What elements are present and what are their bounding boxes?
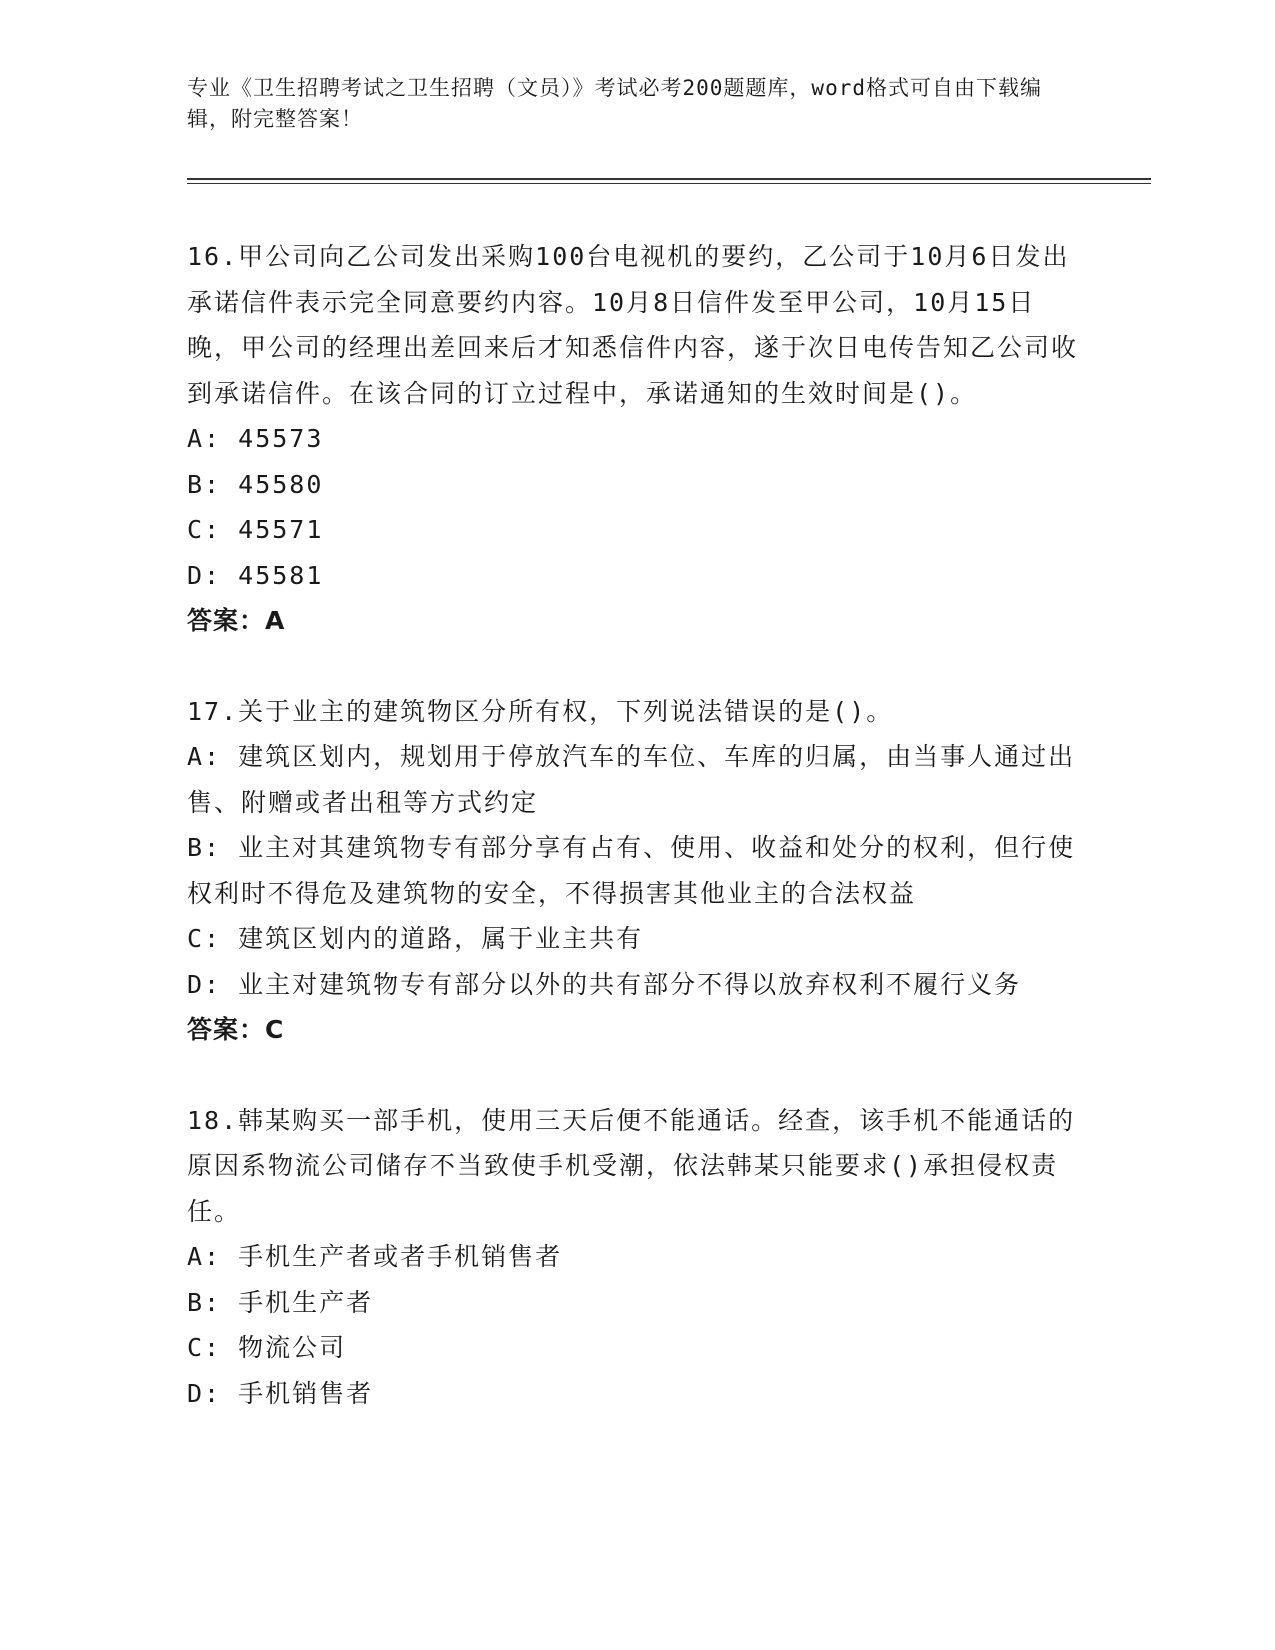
- option-c: C: 建筑区划内的道路，属于业主共有: [187, 924, 644, 953]
- question-stem: 16.甲公司向乙公司发出采购100台电视机的要约，乙公司于10月6日发出承诺信件表示完全同意要约内容。10月8日信件发至甲公司，10月15日晚，甲公司的经理出差回来后才知悉信件内容，遂于次日电传告知乙公司收到承诺信件。在该合同的订立过程中，承诺通知的生效时间是()。: [187, 242, 1079, 408]
- option-b: B: 手机生产者: [187, 1287, 374, 1317]
- question-18: [187, 1098, 1087, 1417]
- option-b: B: 业主对其建筑物专有部分享有占有、使用、收益和处分的权利，但行使权利时不得危及建筑物的安全，不得损害其他业主的合法权益: [187, 833, 1076, 908]
- question-16: [187, 234, 1087, 644]
- question-list: [187, 234, 1087, 1461]
- header-divider-thin: [187, 183, 1151, 184]
- option-d: D: 手机销售者: [187, 1378, 374, 1408]
- option-a: A: 手机生产者或者手机销售者: [187, 1242, 563, 1271]
- option-c: C: 45571: [187, 515, 324, 544]
- header-divider-thick: [187, 178, 1151, 180]
- option-d: D: 45581: [187, 560, 324, 590]
- question-stem: 18.韩某购买一部手机，使用三天后便不能通话。经查，该手机不能通话的原因系物流公司储存不当致使手机受潮，依法韩某只能要求()承担侵权责任。: [187, 1105, 1076, 1226]
- question-17: [187, 689, 1087, 1053]
- answer-text: 答案：C: [187, 1015, 285, 1044]
- question-stem: 17.关于业主的建筑物区分所有权，下列说法错误的是()。: [187, 696, 894, 726]
- option-a: A: 45573: [187, 424, 324, 453]
- option-d: D: 业主对建筑物专有部分以外的共有部分不得以放弃权利不履行义务: [187, 969, 1022, 999]
- answer-text: 答案：A: [187, 606, 286, 635]
- option-b: B: 45580: [187, 469, 324, 499]
- option-a: A: 建筑区划内，规划用于停放汽车的车位、车库的归属，由当事人通过出售、附赠或者出租等方式约定: [187, 742, 1076, 817]
- option-c: C: 物流公司: [187, 1333, 347, 1362]
- header-intro: 专业《卫生招聘考试之卫生招聘（文员）》考试必考200题题库，word格式可自由下载编辑，附完整答案！: [187, 76, 1042, 131]
